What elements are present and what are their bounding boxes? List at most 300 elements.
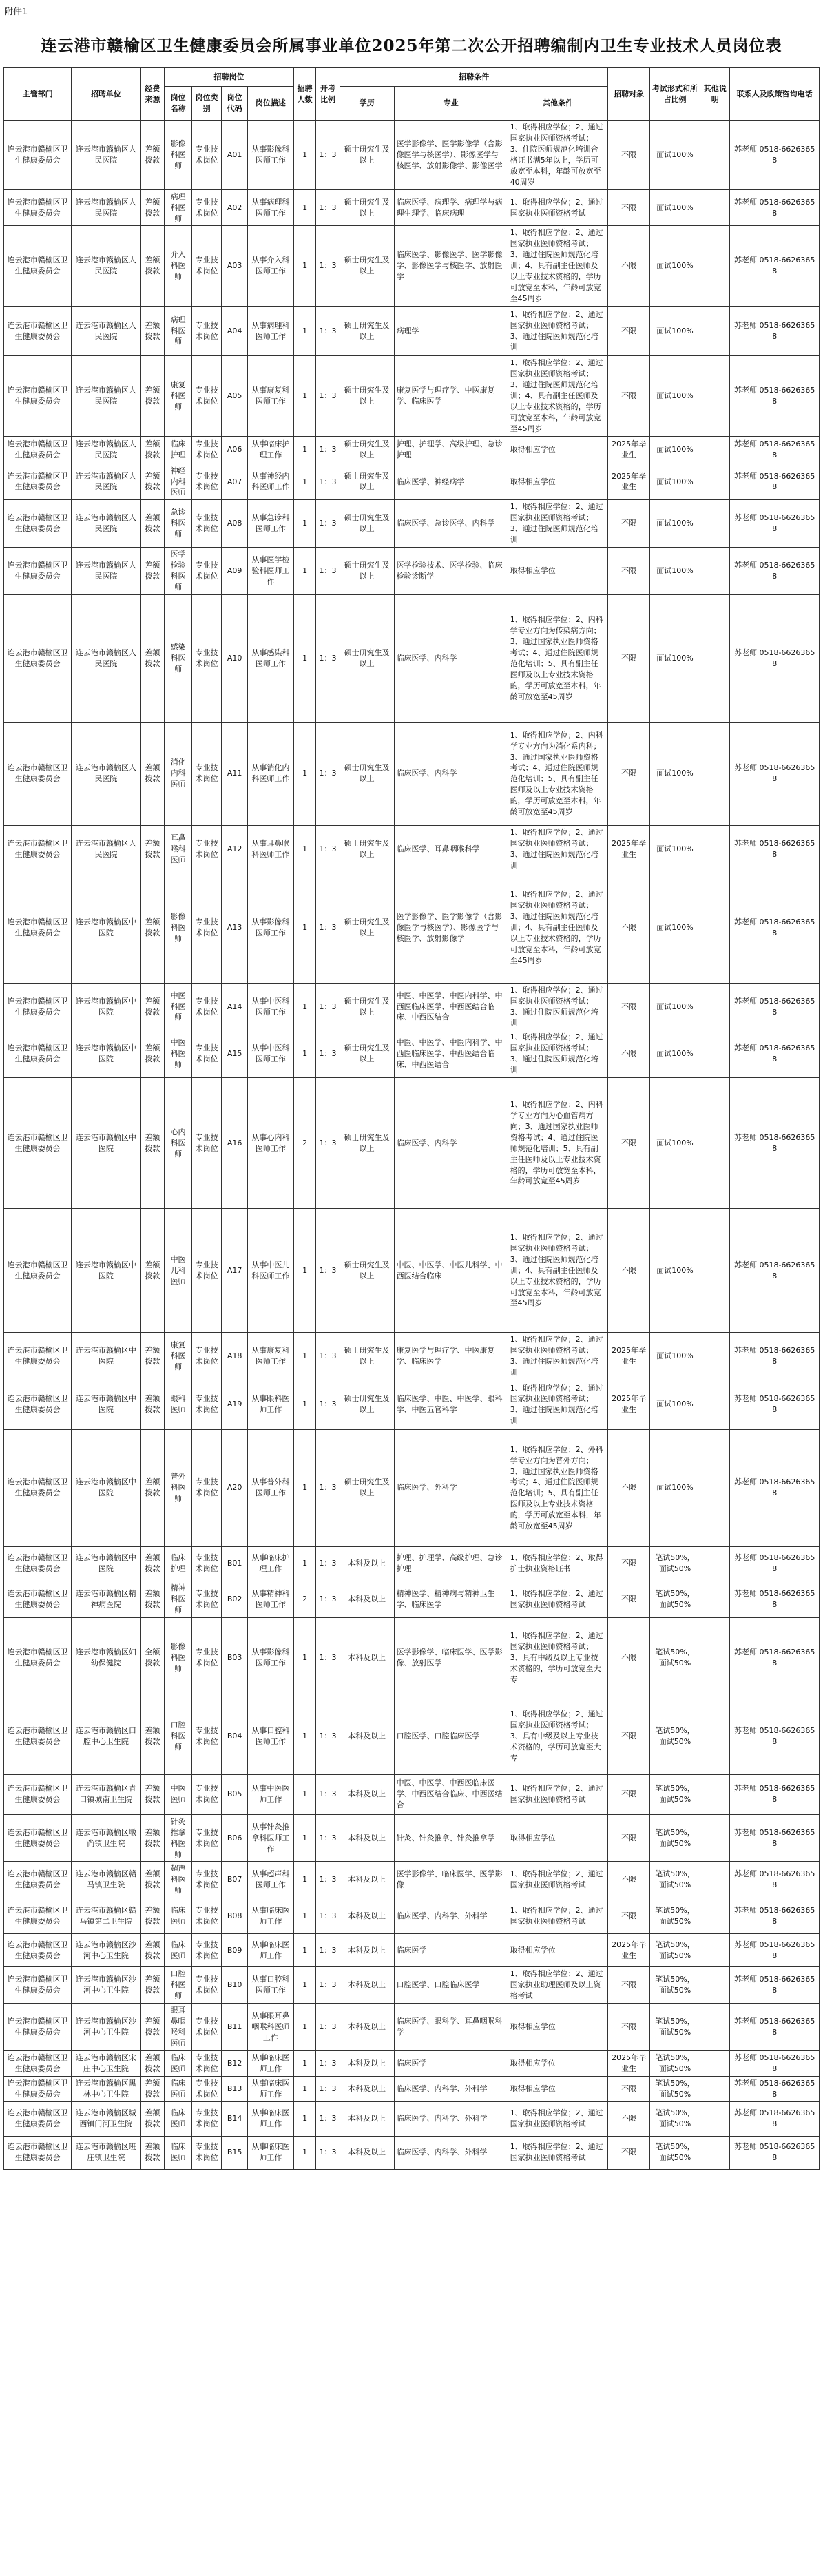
cell-funding: 差额拨款	[140, 1333, 165, 1380]
cell-remark	[700, 1934, 730, 1967]
cell-major: 护理、护理学、高级护理、急诊护理	[394, 1546, 508, 1581]
cell-remark	[700, 1078, 730, 1209]
cell-contact: 苏老师 0518-66263658	[730, 983, 820, 1030]
cell-exam: 笔试50%，面试50%	[649, 1581, 700, 1617]
cell-other: 1、取得相应学位；2、通过国家执业医师资格考试	[508, 1898, 608, 1934]
cell-remark	[700, 1030, 730, 1078]
cell-target: 不限	[608, 1862, 649, 1898]
cell-post-desc: 从事针灸推拿科医师工作	[247, 1814, 293, 1862]
cell-edu: 本科及以上	[340, 1898, 394, 1934]
cell-post-code: A08	[222, 500, 248, 548]
cell-exam: 笔试50%，面试50%	[649, 1617, 700, 1699]
cell-major: 临床医学、影像医学、医学影像学、影像医学与核医学、放射医学	[394, 226, 508, 307]
cell-funding: 差额拨款	[140, 2004, 165, 2051]
cell-unit: 连云港市赣榆区人民医院	[72, 594, 140, 722]
cell-post-name: 临床医师	[165, 1934, 192, 1967]
cell-exam: 面试100%	[649, 226, 700, 307]
cell-post-name: 影像科医师	[165, 1617, 192, 1699]
cell-ratio: 1：3	[316, 1934, 340, 1967]
cell-major: 临床医学、眼科学、耳鼻咽喉科学	[394, 2004, 508, 2051]
cell-post-desc: 从事眼耳鼻咽喉科医师工作	[247, 2004, 293, 2051]
cell-post-name: 消化内科医师	[165, 722, 192, 825]
cell-contact: 苏老师 0518-66263658	[730, 1898, 820, 1934]
cell-remark	[700, 2076, 730, 2101]
cell-post-code: A07	[222, 464, 248, 500]
cell-post-type: 专业技术岗位	[192, 722, 222, 825]
cell-number: 1	[293, 1617, 315, 1699]
cell-ratio: 1：3	[316, 307, 340, 356]
cell-ratio: 1：3	[316, 1617, 340, 1699]
cell-remark	[700, 189, 730, 226]
cell-remark	[700, 356, 730, 437]
cell-post-type: 专业技术岗位	[192, 2076, 222, 2101]
cell-funding: 差额拨款	[140, 983, 165, 1030]
cell-remark	[700, 2004, 730, 2051]
cell-post-desc: 从事医学检验科医师工作	[247, 548, 293, 595]
cell-remark	[700, 1380, 730, 1429]
attachment-label: 附件1	[4, 7, 28, 17]
header-edu: 学历	[340, 87, 394, 121]
cell-exam: 面试100%	[649, 436, 700, 464]
cell-number: 1	[293, 2050, 315, 2076]
cell-number: 1	[293, 1209, 315, 1333]
cell-target: 2025年毕业生	[608, 436, 649, 464]
cell-number: 2	[293, 1078, 315, 1209]
cell-unit: 连云港市赣榆区墩尚镇卫生院	[72, 1814, 140, 1862]
cell-edu: 硕士研究生及以上	[340, 226, 394, 307]
cell-edu: 本科及以上	[340, 1774, 394, 1814]
cell-post-name: 临床医师	[165, 1898, 192, 1934]
cell-post-desc: 从事消化内科医师工作	[247, 722, 293, 825]
cell-post-type: 专业技术岗位	[192, 1030, 222, 1078]
cell-contact: 苏老师 0518-66263658	[730, 1814, 820, 1862]
cell-post-desc: 从事中医儿科医师工作	[247, 1209, 293, 1333]
cell-unit: 连云港市赣榆区人民医院	[72, 226, 140, 307]
cell-other: 1、取得相应学位；2、通过国家执业医师资格考试；3、通过住院医师规范化培训	[508, 500, 608, 548]
cell-dept: 连云港市赣榆区卫生健康委员会	[4, 226, 72, 307]
cell-funding: 差额拨款	[140, 226, 165, 307]
cell-post-code: A16	[222, 1078, 248, 1209]
cell-ratio: 1：3	[316, 1862, 340, 1898]
cell-target: 不限	[608, 1030, 649, 1078]
cell-target: 不限	[608, 1967, 649, 2004]
cell-other: 取得相应学位	[508, 2004, 608, 2051]
cell-target: 不限	[608, 2101, 649, 2136]
cell-funding: 差额拨款	[140, 1581, 165, 1617]
cell-post-name: 影像科医师	[165, 121, 192, 190]
table-row	[4, 722, 820, 825]
cell-other: 1、取得相应学位；2、通过国家执业医师资格考试	[508, 189, 608, 226]
cell-post-desc: 从事康复科医师工作	[247, 1333, 293, 1380]
cell-ratio: 1：3	[316, 1581, 340, 1617]
cell-exam: 笔试50%，面试50%	[649, 1862, 700, 1898]
cell-post-code: B01	[222, 1546, 248, 1581]
cell-remark	[700, 1209, 730, 1333]
cell-dept: 连云港市赣榆区卫生健康委员会	[4, 548, 72, 595]
cell-ratio: 1：3	[316, 2050, 340, 2076]
cell-edu: 硕士研究生及以上	[340, 722, 394, 825]
cell-post-name: 医学检验科医师	[165, 548, 192, 595]
cell-remark	[700, 1333, 730, 1380]
cell-post-type: 专业技术岗位	[192, 1934, 222, 1967]
cell-remark	[700, 548, 730, 595]
cell-post-name: 中医科医师	[165, 1030, 192, 1078]
cell-exam: 笔试50%，面试50%	[649, 2101, 700, 2136]
cell-exam: 笔试50%，面试50%	[649, 1814, 700, 1862]
cell-edu: 硕士研究生及以上	[340, 983, 394, 1030]
header-target: 招聘对象	[608, 68, 649, 121]
table-row	[4, 2076, 820, 2101]
table-row	[4, 983, 820, 1030]
cell-contact: 苏老师 0518-66263658	[730, 1774, 820, 1814]
cell-funding: 全额拨款	[140, 1617, 165, 1699]
cell-dept: 连云港市赣榆区卫生健康委员会	[4, 307, 72, 356]
cell-unit: 连云港市赣榆区中医院	[72, 983, 140, 1030]
cell-other: 1、取得相应学位；2、通过国家执业医师资格考试	[508, 2101, 608, 2136]
cell-number: 1	[293, 873, 315, 983]
cell-post-code: A06	[222, 436, 248, 464]
cell-number: 1	[293, 2076, 315, 2101]
cell-edu: 本科及以上	[340, 1546, 394, 1581]
cell-post-code: A15	[222, 1030, 248, 1078]
cell-number: 1	[293, 436, 315, 464]
cell-post-type: 专业技术岗位	[192, 121, 222, 190]
table-row	[4, 1934, 820, 1967]
cell-remark	[700, 825, 730, 873]
cell-unit: 连云港市赣榆区人民医院	[72, 189, 140, 226]
cell-number: 1	[293, 1934, 315, 1967]
cell-major: 口腔医学、口腔临床医学	[394, 1967, 508, 2004]
cell-target: 不限	[608, 226, 649, 307]
cell-ratio: 1：3	[316, 464, 340, 500]
cell-number: 1	[293, 356, 315, 437]
cell-remark	[700, 1862, 730, 1898]
cell-post-type: 专业技术岗位	[192, 1774, 222, 1814]
table-row	[4, 500, 820, 548]
cell-number: 1	[293, 1898, 315, 1934]
cell-ratio: 1：3	[316, 500, 340, 548]
cell-edu: 硕士研究生及以上	[340, 356, 394, 437]
cell-dept: 连云港市赣榆区卫生健康委员会	[4, 464, 72, 500]
table-row	[4, 226, 820, 307]
cell-post-code: B11	[222, 2004, 248, 2051]
cell-major: 针灸、针灸推拿、针灸推拿学	[394, 1814, 508, 1862]
cell-major: 中医、中医学、中西医临床医学、中西医结合临床、中西医结合	[394, 1774, 508, 1814]
table-row	[4, 1617, 820, 1699]
cell-other: 1、取得相应学位；2、通过国家执业医师资格考试	[508, 1774, 608, 1814]
cell-major: 临床医学、内科学、外科学	[394, 2076, 508, 2101]
cell-funding: 差额拨款	[140, 594, 165, 722]
cell-unit: 连云港市赣榆区中医院	[72, 873, 140, 983]
cell-post-name: 中医科医师	[165, 983, 192, 1030]
cell-funding: 差额拨款	[140, 1209, 165, 1333]
cell-unit: 连云港市赣榆区班庄镇卫生院	[72, 2136, 140, 2169]
cell-unit: 连云港市赣榆区人民医院	[72, 500, 140, 548]
cell-post-code: A01	[222, 121, 248, 190]
cell-post-name: 临床护理	[165, 1546, 192, 1581]
cell-post-name: 口腔科医师	[165, 1699, 192, 1774]
cell-post-desc: 从事精神科医师工作	[247, 1581, 293, 1617]
table-row	[4, 1581, 820, 1617]
cell-number: 1	[293, 464, 315, 500]
cell-other: 1、取得相应学位；2、内科学专业方向为传染病方向；3、通过国家执业医师资格考试；4、通过住院医师规范化培训；5、具有副主任医师及以上专业技术资格的，学历可放宽至本科，年龄可放宽至45周岁	[508, 594, 608, 722]
cell-post-name: 针灸推拿科医师	[165, 1814, 192, 1862]
cell-post-name: 临床护理	[165, 436, 192, 464]
table-row	[4, 1898, 820, 1934]
cell-post-type: 专业技术岗位	[192, 1380, 222, 1429]
cell-number: 1	[293, 1774, 315, 1814]
cell-number: 1	[293, 500, 315, 548]
cell-exam: 笔试50%，面试50%	[649, 2050, 700, 2076]
cell-other: 取得相应学位	[508, 1814, 608, 1862]
cell-exam: 面试100%	[649, 722, 700, 825]
cell-major: 口腔医学、口腔临床医学	[394, 1699, 508, 1774]
cell-major: 临床医学、内科学、外科学	[394, 2136, 508, 2169]
cell-unit: 连云港市赣榆区中医院	[72, 1429, 140, 1546]
header-other: 其他条件	[508, 87, 608, 121]
cell-remark	[700, 722, 730, 825]
table-header-row-1	[4, 68, 820, 87]
cell-other: 1、取得相应学位；2、通过国家执业医师资格考试；3、具有中级及以上专业技术资格的，学历可放宽至大专	[508, 1617, 608, 1699]
cell-post-code: B07	[222, 1862, 248, 1898]
cell-post-name: 临床医师	[165, 2136, 192, 2169]
cell-ratio: 1：3	[316, 121, 340, 190]
cell-major: 临床医学、中医、中医学、眼科学、中医五官科学	[394, 1380, 508, 1429]
cell-other: 1、取得相应学位；2、通过国家执业医师资格考试	[508, 1581, 608, 1617]
cell-unit: 连云港市赣榆区沙河中心卫生院	[72, 2004, 140, 2051]
table-row	[4, 1967, 820, 2004]
cell-contact: 苏老师 0518-66263658	[730, 594, 820, 722]
cell-edu: 本科及以上	[340, 1934, 394, 1967]
header-major: 专业	[394, 87, 508, 121]
cell-edu: 本科及以上	[340, 2004, 394, 2051]
cell-other: 1、取得相应学位；2、通过国家执业医师资格考试；3、通过住院医师规范化培训；4、具有副主任医师及以上专业技术资格的，学历可放宽至本科，年龄可放宽至45周岁	[508, 873, 608, 983]
cell-funding: 差额拨款	[140, 500, 165, 548]
cell-edu: 硕士研究生及以上	[340, 873, 394, 983]
cell-other: 1、取得相应学位；2、通过国家执业医师资格考试；3、具有中级及以上专业技术资格的，学历可放宽至大专	[508, 1699, 608, 1774]
cell-post-code: A14	[222, 983, 248, 1030]
cell-contact: 苏老师 0518-66263658	[730, 2136, 820, 2169]
cell-edu: 硕士研究生及以上	[340, 825, 394, 873]
cell-unit: 连云港市赣榆区中医院	[72, 1380, 140, 1429]
cell-other: 1、取得相应学位；2、通过国家执业医师资格考试；3、通过住院医师规范化培训	[508, 1333, 608, 1380]
cell-ratio: 1：3	[316, 722, 340, 825]
cell-post-desc: 从事临床护理工作	[247, 1546, 293, 1581]
cell-post-name: 超声科医师	[165, 1862, 192, 1898]
cell-dept: 连云港市赣榆区卫生健康委员会	[4, 1581, 72, 1617]
cell-contact: 苏老师 0518-66263658	[730, 1934, 820, 1967]
cell-contact: 苏老师 0518-66263658	[730, 121, 820, 190]
cell-post-type: 专业技术岗位	[192, 1581, 222, 1617]
cell-post-name: 中医儿科医师	[165, 1209, 192, 1333]
cell-unit: 连云港市赣榆区人民医院	[72, 548, 140, 595]
cell-major: 临床医学、内科学	[394, 594, 508, 722]
cell-ratio: 1：3	[316, 1209, 340, 1333]
cell-target: 不限	[608, 548, 649, 595]
cell-ratio: 1：3	[316, 1774, 340, 1814]
cell-post-name: 病理科医师	[165, 189, 192, 226]
cell-post-name: 普外科医师	[165, 1429, 192, 1546]
cell-other: 1、取得相应学位；2、通过国家执业医师资格考试；3、住院医师规范化培训合格证书满5年以上，学历可放宽至本科，年龄可放宽至40周岁	[508, 121, 608, 190]
cell-target: 不限	[608, 1429, 649, 1546]
cell-exam: 面试100%	[649, 1429, 700, 1546]
cell-exam: 面试100%	[649, 1209, 700, 1333]
cell-contact: 苏老师 0518-66263658	[730, 356, 820, 437]
cell-post-name: 感染科医师	[165, 594, 192, 722]
page-title: 连云港市赣榆区卫生健康委员会所属事业单位2025年第二次公开招聘编制内卫生专业技术人员岗位表	[41, 37, 782, 55]
cell-major: 精神医学、精神病与精神卫生学、临床医学	[394, 1581, 508, 1617]
cell-edu: 硕士研究生及以上	[340, 500, 394, 548]
table-row	[4, 873, 820, 983]
cell-ratio: 1：3	[316, 356, 340, 437]
cell-contact: 苏老师 0518-66263658	[730, 500, 820, 548]
cell-ratio: 1：3	[316, 2076, 340, 2101]
cell-exam: 面试100%	[649, 825, 700, 873]
cell-other: 1、取得相应学位；2、内科学专业方向为心血管病方向；3、通过国家执业医师资格考试；4、通过住院医师规范化培训；5、具有副主任医师及以上专业技术资格的，学历可放宽至本科，年龄可放宽至45周岁	[508, 1078, 608, 1209]
cell-remark	[700, 121, 730, 190]
cell-exam: 笔试50%，面试50%	[649, 2076, 700, 2101]
header-exam: 考试形式和所占比例	[649, 68, 700, 121]
cell-target: 不限	[608, 1078, 649, 1209]
cell-number: 1	[293, 983, 315, 1030]
cell-contact: 苏老师 0518-66263658	[730, 548, 820, 595]
cell-contact: 苏老师 0518-66263658	[730, 1209, 820, 1333]
cell-unit: 连云港市赣榆区赣马镇第二卫生院	[72, 1898, 140, 1934]
cell-dept: 连云港市赣榆区卫生健康委员会	[4, 1209, 72, 1333]
cell-post-name: 病理科医师	[165, 307, 192, 356]
cell-post-desc: 从事口腔科医师工作	[247, 1967, 293, 2004]
cell-post-type: 专业技术岗位	[192, 825, 222, 873]
cell-target: 不限	[608, 307, 649, 356]
cell-post-type: 专业技术岗位	[192, 2050, 222, 2076]
cell-post-name: 口腔科医师	[165, 1967, 192, 2004]
cell-unit: 连云港市赣榆区沙河中心卫生院	[72, 1967, 140, 2004]
cell-edu: 本科及以上	[340, 2136, 394, 2169]
cell-exam: 面试100%	[649, 500, 700, 548]
cell-funding: 差额拨款	[140, 1078, 165, 1209]
cell-target: 不限	[608, 594, 649, 722]
cell-dept: 连云港市赣榆区卫生健康委员会	[4, 2101, 72, 2136]
cell-dept: 连云港市赣榆区卫生健康委员会	[4, 1617, 72, 1699]
cell-contact: 苏老师 0518-66263658	[730, 1078, 820, 1209]
cell-post-type: 专业技术岗位	[192, 1898, 222, 1934]
table-row	[4, 121, 820, 190]
cell-remark	[700, 1967, 730, 2004]
cell-contact: 苏老师 0518-66263658	[730, 1380, 820, 1429]
cell-ratio: 1：3	[316, 594, 340, 722]
table-row	[4, 825, 820, 873]
cell-ratio: 1：3	[316, 2004, 340, 2051]
cell-contact: 苏老师 0518-66263658	[730, 189, 820, 226]
cell-post-code: A05	[222, 356, 248, 437]
header-post-code: 岗位代码	[222, 87, 248, 121]
cell-target: 不限	[608, 1617, 649, 1699]
cell-post-code: B03	[222, 1617, 248, 1699]
cell-exam: 笔试50%，面试50%	[649, 1898, 700, 1934]
cell-post-name: 眼科医师	[165, 1380, 192, 1429]
cell-target: 2025年毕业生	[608, 1333, 649, 1380]
table-row	[4, 464, 820, 500]
cell-contact: 苏老师 0518-66263658	[730, 1333, 820, 1380]
cell-edu: 硕士研究生及以上	[340, 1030, 394, 1078]
cell-remark	[700, 2050, 730, 2076]
cell-dept: 连云港市赣榆区卫生健康委员会	[4, 1380, 72, 1429]
cell-ratio: 1：3	[316, 1699, 340, 1774]
cell-edu: 本科及以上	[340, 1699, 394, 1774]
cell-post-type: 专业技术岗位	[192, 1546, 222, 1581]
cell-major: 医学检验技术、医学检验、临床检验诊断学	[394, 548, 508, 595]
table-row	[4, 1030, 820, 1078]
cell-post-code: B02	[222, 1581, 248, 1617]
cell-remark	[700, 873, 730, 983]
cell-other: 取得相应学位	[508, 2076, 608, 2101]
cell-major: 医学影像学、医学影像学（含影像医学与核医学）、影像医学与核医学、放射影像学	[394, 873, 508, 983]
cell-contact: 苏老师 0518-66263658	[730, 2050, 820, 2076]
cell-other: 1、取得相应学位；2、通过国家执业医师资格考试；3、通过住院医师规范化培训；4、具有副主任医师及以上专业技术资格的，学历可放宽至本科，年龄可放宽至45周岁	[508, 356, 608, 437]
table-body	[4, 121, 820, 2170]
cell-funding: 差额拨款	[140, 548, 165, 595]
cell-other: 1、取得相应学位；2、取得护士执业资格证书	[508, 1546, 608, 1581]
cell-edu: 硕士研究生及以上	[340, 548, 394, 595]
cell-ratio: 1：3	[316, 1429, 340, 1546]
cell-number: 2	[293, 1581, 315, 1617]
cell-funding: 差额拨款	[140, 464, 165, 500]
cell-exam: 笔试50%，面试50%	[649, 1699, 700, 1774]
cell-exam: 面试100%	[649, 594, 700, 722]
cell-post-desc: 从事超声科医师工作	[247, 1862, 293, 1898]
cell-contact: 苏老师 0518-66263658	[730, 2004, 820, 2051]
cell-unit: 连云港市赣榆区中医院	[72, 1209, 140, 1333]
cell-dept: 连云港市赣榆区卫生健康委员会	[4, 1774, 72, 1814]
cell-funding: 差额拨款	[140, 1814, 165, 1862]
cell-exam: 面试100%	[649, 464, 700, 500]
cell-post-type: 专业技术岗位	[192, 2004, 222, 2051]
cell-contact: 苏老师 0518-66263658	[730, 825, 820, 873]
cell-funding: 差额拨款	[140, 436, 165, 464]
cell-post-code: A19	[222, 1380, 248, 1429]
cell-other: 1、取得相应学位；2、通过国家执业医师资格考试	[508, 1862, 608, 1898]
cell-remark	[700, 1581, 730, 1617]
cell-edu: 硕士研究生及以上	[340, 594, 394, 722]
cell-edu: 硕士研究生及以上	[340, 307, 394, 356]
cell-exam: 面试100%	[649, 548, 700, 595]
cell-post-desc: 从事影像科医师工作	[247, 873, 293, 983]
cell-target: 不限	[608, 873, 649, 983]
table-row	[4, 594, 820, 722]
cell-unit: 连云港市赣榆区口腔中心卫生院	[72, 1699, 140, 1774]
cell-major: 临床医学、内科学	[394, 722, 508, 825]
cell-exam: 面试100%	[649, 1078, 700, 1209]
cell-exam: 面试100%	[649, 983, 700, 1030]
cell-post-code: B12	[222, 2050, 248, 2076]
header-dept: 主管部门	[4, 68, 72, 121]
cell-post-type: 专业技术岗位	[192, 1814, 222, 1862]
cell-unit: 连云港市赣榆区人民医院	[72, 464, 140, 500]
cell-contact: 苏老师 0518-66263658	[730, 1546, 820, 1581]
cell-unit: 连云港市赣榆区中医院	[72, 1030, 140, 1078]
cell-remark	[700, 1617, 730, 1699]
cell-post-desc: 从事临床医师工作	[247, 1934, 293, 1967]
cell-ratio: 1：3	[316, 1814, 340, 1862]
cell-post-code: B08	[222, 1898, 248, 1934]
cell-post-name: 耳鼻喉科医师	[165, 825, 192, 873]
cell-post-desc: 从事临床医师工作	[247, 1898, 293, 1934]
cell-target: 不限	[608, 1898, 649, 1934]
table-row	[4, 1699, 820, 1774]
table-row	[4, 1862, 820, 1898]
cell-ratio: 1：3	[316, 825, 340, 873]
cell-post-type: 专业技术岗位	[192, 1429, 222, 1546]
